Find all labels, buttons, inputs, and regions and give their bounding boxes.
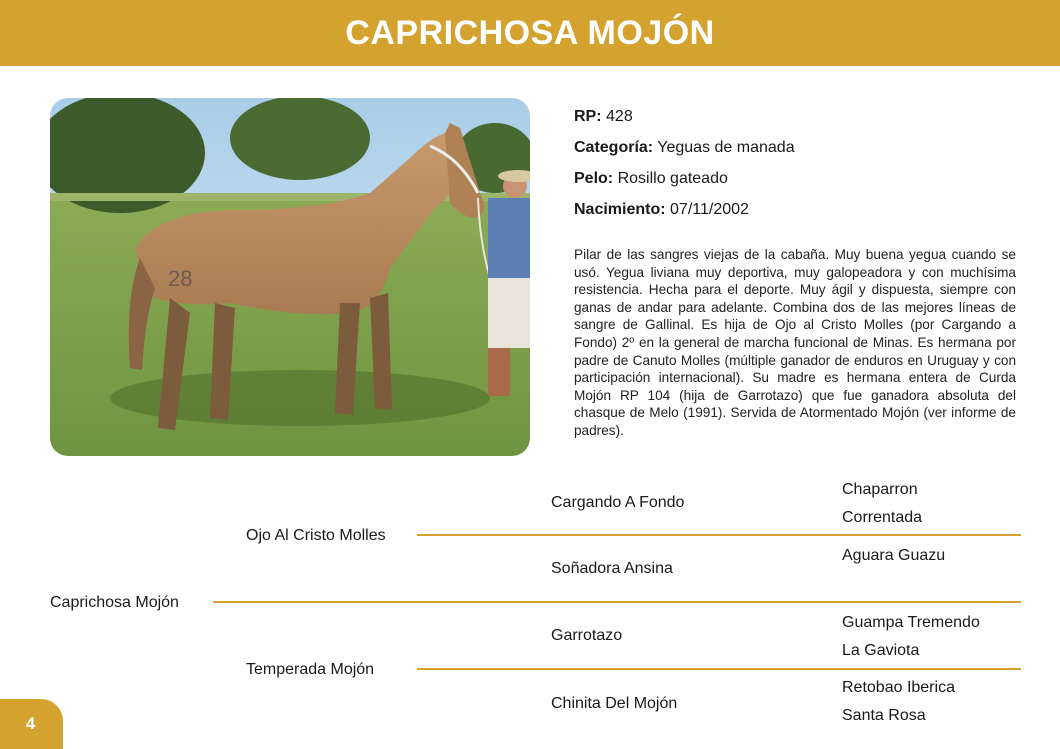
horse-photo	[50, 98, 530, 456]
nacimiento-value: 07/11/2002	[670, 201, 749, 218]
page-number-tab	[0, 699, 63, 749]
horse-number-mark: 28	[168, 266, 193, 291]
rp-value: 428	[606, 108, 633, 125]
categoria-field	[574, 137, 1016, 159]
categoria-label: Categoría:	[574, 139, 654, 156]
pedigree-line-subject	[213, 601, 1021, 603]
pedigree-ggp-7: Santa Rosa	[842, 707, 926, 724]
pedigree-sire: Ojo Al Cristo Molles	[246, 527, 386, 544]
pedigree-dam: Temperada Mojón	[246, 661, 375, 678]
pedigree-sire-dam: Soñadora Ansina	[551, 560, 673, 577]
pedigree-dam-sire: Garrotazo	[551, 627, 623, 644]
description: Pilar de las sangres viejas de la cabaña. Muy buena yegua cuando se usó. Yegua liviana muy deportiva, muy galopeadora y con muchísima resistencia. Hecha para el deporte. Muy ágil y dispuesta, siempre con ganas de andar para adelante. Combina dos de las mejores líneas de sangre de Gallinal. Es hija de Ojo al Cristo Molles (por Cargando a Fondo) 2º en la general de marcha funcional de Minas. Es hermana por padre de Canuto Molles (múltiple ganador de enduros en Uruguay y con participación internacional). Su madre es hermana entera de Curda Mojón RP 104 (hija de Garrotazo) que fue ganadora absoluta del chasque de Melo (1991). Servida de Atormentado Mojón (ver informe de padres).	[574, 247, 1016, 438]
pelo-value: Rosillo gateado	[617, 170, 728, 187]
pedigree-ggp-6: Retobao Iberica	[842, 679, 955, 696]
rp-field	[574, 106, 1016, 128]
horse-info	[574, 106, 1016, 230]
page-number: 4	[25, 714, 36, 733]
nacimiento-field	[574, 199, 1016, 221]
title-banner	[0, 0, 1060, 66]
pedigree-ggp-4: Guampa Tremendo	[842, 614, 980, 631]
pedigree-ggp-2: Correntada	[842, 509, 923, 526]
rp-label: RP:	[574, 108, 602, 125]
pedigree-ggp-5: La Gaviota	[842, 642, 920, 659]
pedigree-dam-dam: Chinita Del Mojón	[551, 695, 678, 712]
nacimiento-label: Nacimiento:	[574, 201, 666, 218]
pelo-field	[574, 168, 1016, 190]
pedigree-subject: Caprichosa Mojón	[50, 594, 179, 611]
pelo-label: Pelo:	[574, 170, 614, 187]
categoria-value: Yeguas de manada	[657, 139, 795, 156]
pedigree-sire-sire: Cargando A Fondo	[551, 494, 685, 511]
page-title: CAPRICHOSA MOJÓN	[345, 13, 715, 52]
pedigree-line-dam	[417, 668, 1021, 670]
pedigree-line-sire	[417, 534, 1021, 536]
pedigree-ggp-1: Chaparron	[842, 481, 918, 498]
pedigree-ggp-3: Aguara Guazu	[842, 547, 946, 564]
